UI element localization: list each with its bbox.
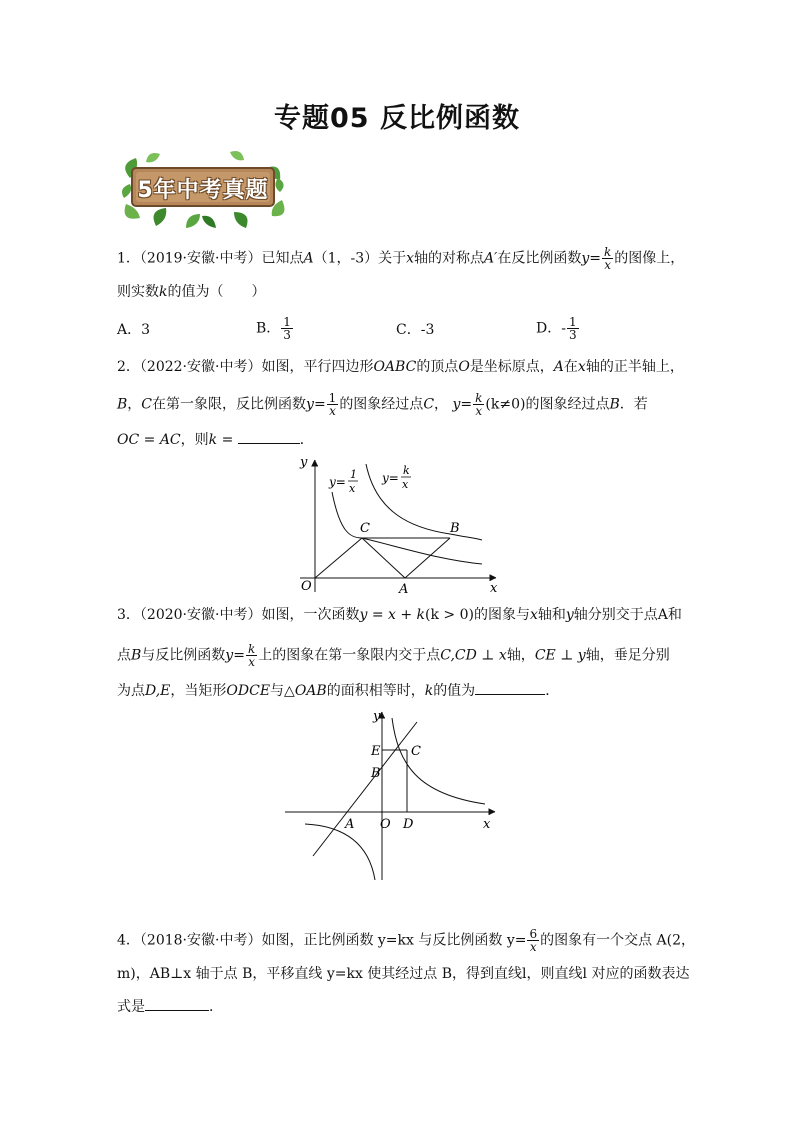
q3-label-x: x [483, 817, 491, 832]
q3-line1: 3．（2020·安徽·中考）如图，一次函数y = x + k(k > 0)的图象与x轴和y轴分别交于点A和 [117, 607, 682, 623]
q2-figure [290, 452, 505, 596]
q2-label-x: x [490, 581, 498, 596]
q4-fraction: $\frac{6}{x}$ [529, 927, 538, 954]
q2-fraction-2: $\frac{k}{x}$ [475, 391, 483, 418]
q4-line2: m)，AB⊥x 轴于点 B，平移直线 y=kx 使其经过点 B，得到直线l，则直线l 对应的函数表达 [117, 966, 690, 982]
exam-badge [116, 148, 288, 230]
q2-curve1-label: y= [329, 475, 346, 489]
q1-option-b[interactable]: B． $\frac{1}{3}$ [256, 315, 291, 342]
q2-curve1-num: 1 [350, 468, 357, 481]
q2-label-c: C [360, 521, 370, 536]
page-title: 专题05 反比例函数 [274, 103, 520, 134]
q4-line1: 4．（2018·安徽·中考）如图，正比例函数 y=kx 与反比例函数 y= $\frac{6}{x}$ 的图象有一个交点 A(2， [117, 927, 696, 954]
q1-line1: 1．（2019·安徽·中考）已知点A（1，-3）关于x轴的对称点A′在反比例函数y= $\frac{k}{x}$ 的图像上， [117, 245, 685, 272]
q2-label-o: O [301, 579, 312, 594]
q3-label-y: y [373, 709, 381, 724]
q3-fraction: $\frac{k}{x}$ [247, 642, 256, 669]
q2-fraction-1: $\frac{1}{x}$ [328, 391, 337, 418]
q2-line2: B，C在第一象限，反比例函数y= $\frac{1}{x}$ 的图象经过点C， y= $\frac{k}{x}$ (k≠0)的图象经过点B．若 [117, 391, 648, 418]
q2-label-a: A [399, 582, 409, 596]
q3-label-c: C [411, 744, 421, 759]
q1-fraction: $\frac{k}{x}$ [603, 245, 612, 272]
q2-curve1-den: x [349, 482, 356, 495]
q3-answer-blank[interactable] [475, 680, 545, 695]
q2-label-b: B [450, 521, 460, 536]
q1-line2: 则实数k的值为（ ） [117, 284, 266, 300]
q2-line1: 2．（2022·安徽·中考）如图，平行四边形OABC的顶点O是坐标原点，A在x轴的正半轴上， [117, 359, 684, 375]
q1-option-a[interactable]: A．3 [117, 322, 151, 338]
q3-line2: 点B与反比例函数y= $\frac{k}{x}$ 上的图象在第一象限内交于点C,CD ⊥ x轴，CE ⊥ y轴，垂足分别 [117, 642, 670, 669]
q2-side-ca [362, 538, 405, 578]
q3-figure [285, 704, 500, 884]
q3-label-b: B [371, 766, 381, 781]
q3-curve-q1 [392, 718, 485, 804]
q2-answer-blank[interactable] [238, 429, 300, 444]
q2-side-oc [315, 538, 362, 578]
q4-answer-blank[interactable] [145, 996, 209, 1011]
q1-option-d[interactable]: D．- $\frac{1}{3}$ [536, 315, 577, 342]
q1-option-b-fraction: $\frac{1}{3}$ [283, 315, 291, 342]
q2-line3: OC = AC，则k = ． [117, 429, 314, 450]
q2-curve2-num: k [403, 464, 410, 477]
q3-label-o: O [380, 817, 391, 832]
q3-label-a: A [345, 817, 355, 832]
q2-label-y: y [300, 455, 308, 470]
q3-label-e: E [371, 744, 381, 759]
q2-curve2-label: y= [382, 471, 399, 485]
q2-curve2-den: x [402, 478, 409, 491]
badge-text: 5年中考真题 [137, 178, 269, 203]
q1-option-d-fraction: $\frac{1}{3}$ [568, 315, 577, 342]
q2-y-arrow [312, 460, 318, 466]
q3-label-d: D [403, 817, 414, 832]
q1-option-c[interactable]: C．-3 [396, 322, 435, 338]
q4-line3: 式是 ． [117, 996, 223, 1017]
q3-line3: 为点D,E，当矩形ODCE与△OAB的面积相等时，k的值为 ． [117, 680, 559, 701]
q3-line-y-eq-x-plus-k [313, 722, 417, 856]
